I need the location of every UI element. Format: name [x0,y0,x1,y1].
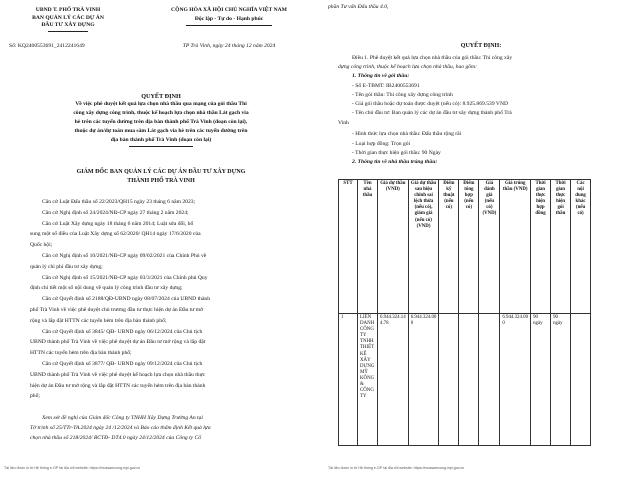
legal-basis-line: Căn cứ Luật Đấu thầu số 22/2023/QH15 ngày 23 tháng 6 năm 2023; [42,199,196,205]
contract-type: - Loại hợp đồng: Trọn gói [352,141,411,147]
cell-bidder-name: LIÊN DANH CÔNG TY TNHH THIẾT KẾ XÂY DỰNG MỸ KÔNG & CÔNG TY [358,314,378,446]
decision-heading-2: QUYẾT ĐỊNH: [460,43,502,49]
agency-line-3: ĐẦU TƯ XÂY DỰNG [41,22,95,28]
decision-heading: QUYẾT ĐỊNH [141,93,181,100]
legal-basis-line: rộng và lắp đặt HTTN các tuyến hẻm trên địa bàn thành phố; [30,317,167,324]
legal-basis-line: định chi tiết một số nội dung về quản lý công trình đầu tư xây dựng; [30,285,183,292]
cell-technical-score [439,314,459,446]
article-1-line-1: Điều 1. Phê duyệt kết quả lựa chọn nhà thầu của gói thầu: Thi công xây [352,55,513,61]
investor-name-wrap: Vinh [338,120,349,126]
director-line-2: THÀNH PHỐ TRÀ VINH [127,178,195,184]
legal-basis-line: Căn cứ Luật Xây dựng ngày 18 tháng 6 năm 2014; Luật sửa đổi, bổ [42,220,194,227]
agency-line-2: BAN QUẢN LÝ CÁC DỰ ÁN [32,15,104,21]
right-top-line: phần Tư vấn Đấu thầu 4.0, [328,4,389,10]
col-header-bid-price: Giá dự thầu (VND) [378,180,409,314]
legal-basis-line: UBND thành phố Trà Vinh về việc phê duyệt dự án Đầu tư mở rộng và lắp đặt [30,339,206,346]
col-header-evaluated-price: Giá đánh giá (nếu có) (VND) [479,180,500,314]
article-1-line-2: dựng công trình, thuộc kế hoạch lựa chọn nhà thầu, bao gồm: [338,64,477,70]
table-row [339,314,591,446]
winning-bidder-table [338,179,591,446]
cell-bid-price: 6.944.324.14 4.78 [378,314,409,446]
legal-basis-line: phố; [30,393,40,400]
nation-title: CỘNG HÒA XÃ HỘI CHỦ NGHĨA VIỆT NAM [171,7,287,13]
page-footer-right: Tài liệu được in từ Hệ thống e-GP tại địa chỉ website: https://muasamcong.mpi.gov.vn [328,466,465,470]
document-number: Số: KQ2400553691_2412241649 [9,43,85,49]
package-number: - Số E-TBMT: IB2400553691 [352,83,420,89]
package-name: - Tên gói thầu: Thi công xây dựng công trình [352,92,453,98]
col-header-contract-duration: Thời gian thực hiện hợp đồng [531,180,551,314]
col-header-winning-price: Giá trúng thầu (VND) [500,180,531,314]
execution-time: - Thời gian thực hiện gói thầu: 90 Ngày [352,150,441,156]
motto-underline [186,25,272,26]
legal-basis-line: sung một số điều của Luật Xây dựng số 62/2020/ QH14 ngày 17/6/2020 của [30,231,201,238]
cell-adjusted-price: 6.944.324.00 0 [408,314,439,446]
agency-line-1: UBND T. PHỐ TRÀ VINH [35,7,101,13]
col-header-total-score: Điểm tổng hợp (nếu có) [459,180,479,314]
cell-contract-duration: 90 ngày [531,314,551,446]
legal-basis-line: Căn cứ Quyết định số 2188/QĐ-UBND ngày 08/07/2024 của UBND thành [42,296,211,303]
decision-title-line-4: thuộc dự án/dự toán mua sắm Lát gạch via hè trên các tuyến đường trên [74,128,248,134]
legal-basis-line: phố Trà Vinh về việc phê duyệt chủ trương đầu tư thực hiện dự án Đầu tư mở [30,307,204,313]
cell-stt: 1 [339,314,358,446]
col-header-technical-score: Điểm kỹ thuật (nếu có) [439,180,459,314]
selection-method: - Hình thức lựa chọn nhà thầu: Đấu thầu rộng rãi [352,131,462,137]
col-header-bidder-name: Tên nhà thầu [358,180,378,314]
legal-basis-line: Quốc hội; [30,242,53,249]
legal-basis-line: Căn cứ Nghị định số 10/2021/NĐ-CP ngày 09/02/2021 của Chính Phủ về [42,253,207,259]
cell-evaluated-price [479,314,500,446]
legal-basis-line: Căn cứ Quyết định số 3845/ QĐ- UBND ngày 06/12/2024 của Chủ tịch [42,328,203,335]
section-2-title: 2. Thông tin về nhà thầu trúng thầu: [352,159,438,165]
cell-total-score [459,314,479,446]
legal-basis-line: Căn cứ Nghị định số 15/2021/NĐ-CP ngày 03/3/2021 của Chính phủ Quy [42,274,208,281]
page-footer-left: Tài liệu được in từ Hệ thống e-GP tại địa chỉ website: https://muasamcong.mpi.gov.vn [4,466,141,470]
decision-title-line-3: hè trên các tuyến đường trên địa bàn thành phố Trà Vinh (đoạn còn lại), [74,119,248,125]
cell-winning-price: 6.944.324.00 0 [500,314,531,446]
decision-title-line-2: công xây dựng công trình, thuộc kế hoạch lựa chọn nhà thầu Lát gạch via [73,110,249,116]
legal-basis-line: Căn cứ Quyết định số 3877/ QĐ- UBND ngày 09/12/2024 của Chủ tịch [42,361,203,367]
legal-basis-line: UBND thành phố Trà Vinh về việc phê duyệt kế hoạch lựa chọn nhà thầu thực [30,371,206,378]
cell-other-content [571,314,591,446]
cell-package-duration: 90 ngày [551,314,571,446]
decision-title-line-1: Về việc phê duyệt kết quả lựa chọn nhà thầu qua mạng của gói thầu Thi [75,101,247,107]
col-header-package-duration: Thời gian thực hiện gói thầu [551,180,571,314]
col-header-other-content: Các nội dung khác (nếu có) [571,180,591,314]
agency-underline [48,31,88,32]
legal-basis-line: quản lý chi phí đầu tư xây dựng; [30,263,103,270]
col-header-adjusted-price: Giá dự thầu sau hiệu chỉnh sai lệch thừa (nếu có), giảm giá (nếu có) (VND) [408,180,439,314]
section-1-title: 1. Thông tin về gói thầu: [352,73,410,79]
closing-line-2: Tờ trình số 25/TTr-TA.2024 ngày 24 /12/2024 và Báo cáo thẩm định Kết quả lựa [30,425,211,431]
table-header-row [339,180,591,314]
decision-title-line-5: địa bàn thành phố Trà Vinh (đoạn còn lại) [110,137,212,143]
legal-basis-line: Căn cứ Nghị định số 24/2024/NĐ-CP ngày 27 tháng 2 năm 2024; [42,209,189,216]
director-line-1: GIÁM ĐỐC BAN QUẢN LÝ CÁC DỰ ÁN ĐẦU TƯ XÂY DỰNG [76,169,246,175]
place-date: TP Trà Vinh, ngày 24 tháng 12 năm 2024 [182,43,276,49]
closing-line-3: chọn nhà thầu số 218/2024/ BCTĐ- DT4.0 ngày 24/12/2024 của Công ty Cổ [30,435,202,441]
nation-motto: Độc lập - Tự do - Hạnh phúc [194,16,264,22]
package-price: - Giá gói thầu hoặc dự toán được duyệt (nếu có): 8.925.869.539 VND [352,101,509,107]
legal-basis-line: HTTN các tuyến hẻm trên địa bàn thành phố; [30,350,132,357]
investor-name: - Tên chủ đầu tư: Ban quản lý các dự án đầu tư xây dựng thành phố Trà [352,110,512,116]
legal-basis-line: hiện dự án Đầu tư mở rộng và lắp đặt HTTN các tuyến hẻm trên địa bàn thành [30,382,206,389]
title-underline [129,146,193,147]
closing-line-1: Xem xét đề nghị của Giám đốc Công ty TNHH Xây Dựng Trường An tại [42,415,203,421]
col-header-stt: STT [339,180,358,314]
